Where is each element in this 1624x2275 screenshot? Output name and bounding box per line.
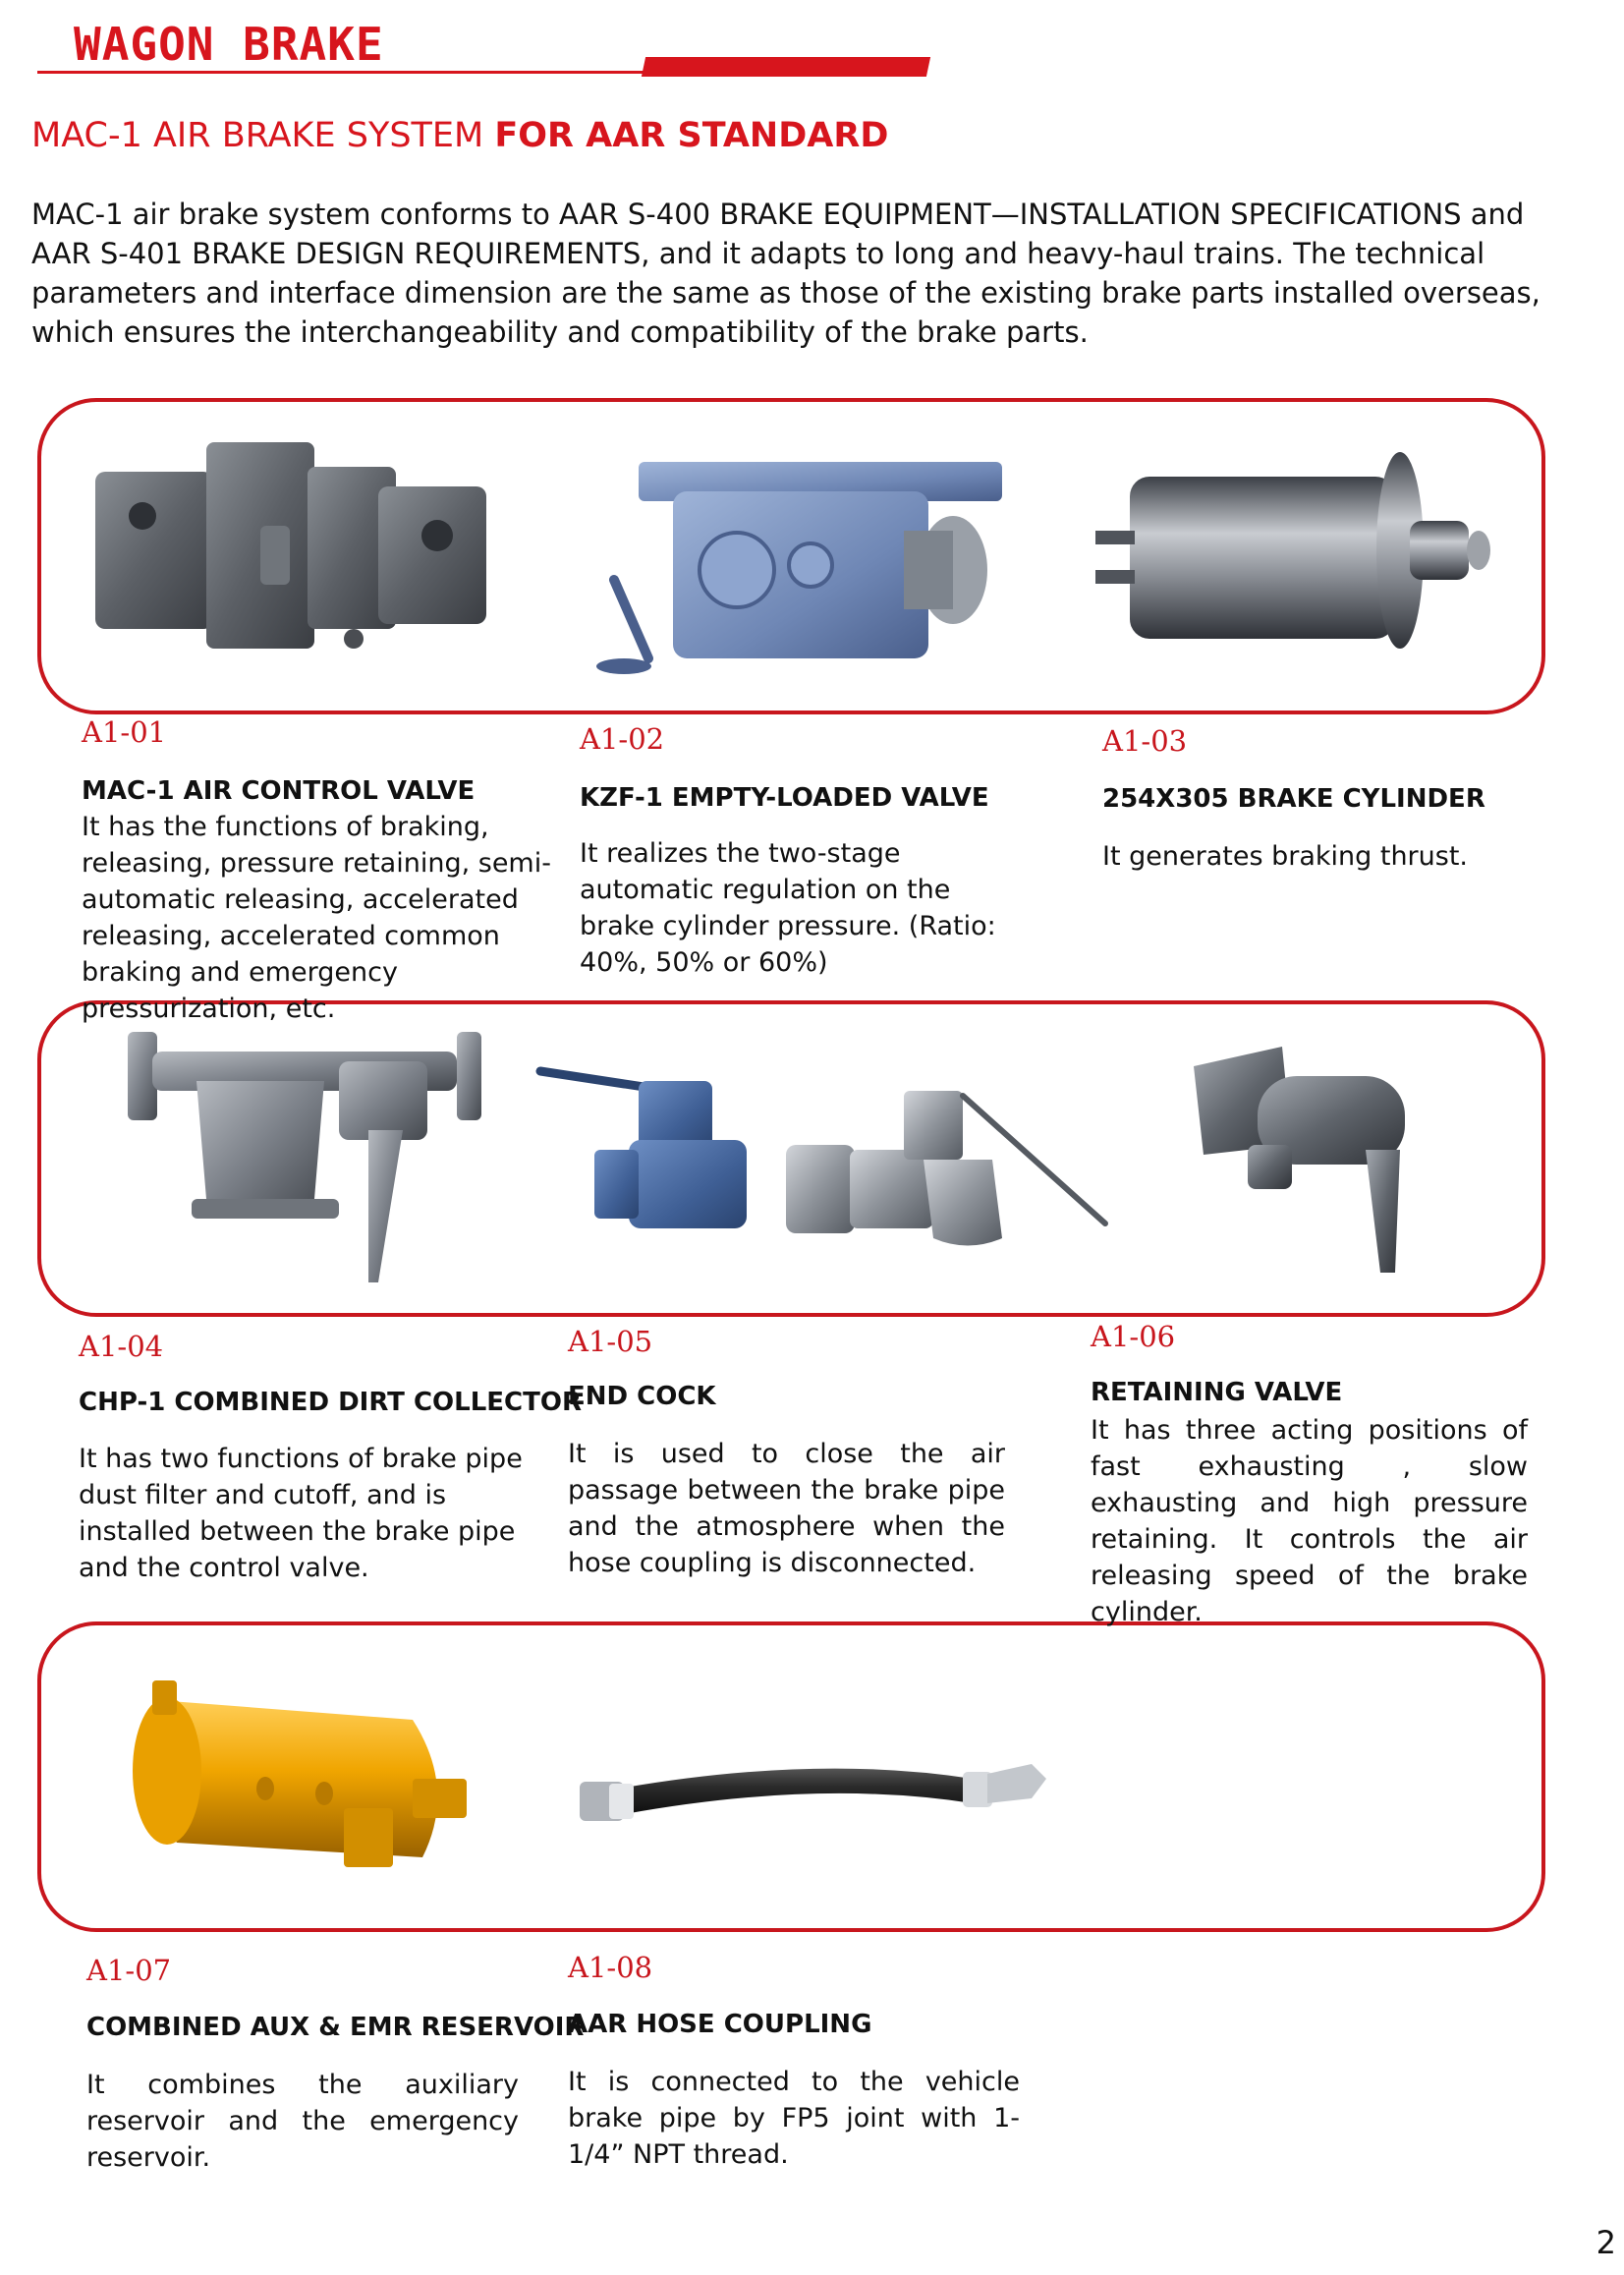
page-number: 2 (1596, 2224, 1616, 2261)
product-name: AAR HOSE COUPLING (568, 2010, 872, 2039)
product-description: It has three acting positions of fast exhausting , slow exhausting and high pressure retaining. It controls the air releasing speed of the brake cylinder. (1091, 1415, 1528, 1627)
subtitle-main: MAC-1 AIR BRAKE SYSTEM (31, 116, 495, 155)
end-cock-image (531, 1042, 1110, 1268)
product-code: A1-01 (82, 715, 167, 749)
page-header-title: WAGON BRAKE (74, 18, 384, 71)
retaining-valve-image (1184, 1037, 1439, 1278)
dirt-collector-image (123, 1022, 486, 1287)
product-name: COMBINED AUX & EMR RESERVOIR (86, 2013, 585, 2042)
header-accent-bar (642, 57, 930, 77)
hose-coupling-image (570, 1744, 1051, 1838)
product-code: A1-02 (580, 722, 665, 756)
product-description: It combines the auxiliary reservoir and the emergency reservoir. (86, 2070, 519, 2173)
intro-paragraph: MAC-1 air brake system conforms to AAR S-400 BRAKE EQUIPMENT—INSTALLATION SPECIFICATIONS and AAR S-401 BRAKE DESIGN REQUIREMENTS, and it adapts to long and heavy-haul trains. The technical parameters and interface dimension are the same as those of the existing brake parts installed overseas, which ensures the interchangeability and compatibility of the brake parts. (31, 198, 1540, 349)
product-description: It realizes the two-stage automatic regulation on the brake cylinder pressure. (Ratio: 40%, 50% or 60%) (580, 838, 996, 978)
reservoir-image (118, 1671, 481, 1882)
product-description: It is used to close the air passage between the brake pipe and the atmosphere when the hose coupling is disconnected. (568, 1439, 1005, 1578)
product-name: MAC-1 AIR CONTROL VALVE (82, 776, 476, 806)
brake-cylinder-image (1086, 447, 1498, 658)
product-name: END COCK (568, 1382, 716, 1411)
product-code: A1-06 (1091, 1320, 1176, 1353)
product-name: RETAINING VALVE (1091, 1378, 1343, 1407)
empty-loaded-valve-image (589, 432, 1032, 688)
product-code: A1-08 (568, 1951, 653, 1984)
product-code: A1-05 (568, 1325, 653, 1358)
product-description: It has two functions of brake pipe dust filter and cutoff, and is installed between the brake pipe and the control valve. (79, 1444, 523, 1583)
product-code: A1-04 (79, 1330, 164, 1363)
product-name: KZF-1 EMPTY-LOADED VALVE (580, 783, 989, 813)
header-underline (37, 71, 646, 74)
product-name: CHP-1 COMBINED DIRT COLLECTOR (79, 1388, 582, 1417)
product-description: It generates braking thrust. (1102, 841, 1469, 872)
product-description: It has the functions of braking, releasing, pressure retaining, semi-automatic releasing, accelerated releasing, accelerated common braking and emergency pressurization, etc. (82, 812, 551, 1024)
product-code: A1-07 (86, 1954, 172, 1987)
product-description: It is connected to the vehicle brake pipe by FP5 joint with 1-1/4” NPT thread. (568, 2067, 1020, 2170)
section-subtitle (31, 116, 888, 155)
subtitle-bold: FOR AAR STANDARD (494, 116, 889, 155)
product-code: A1-03 (1102, 724, 1188, 758)
product-name: 254X305 BRAKE CYLINDER (1102, 784, 1485, 814)
air-control-valve-image (84, 427, 506, 663)
